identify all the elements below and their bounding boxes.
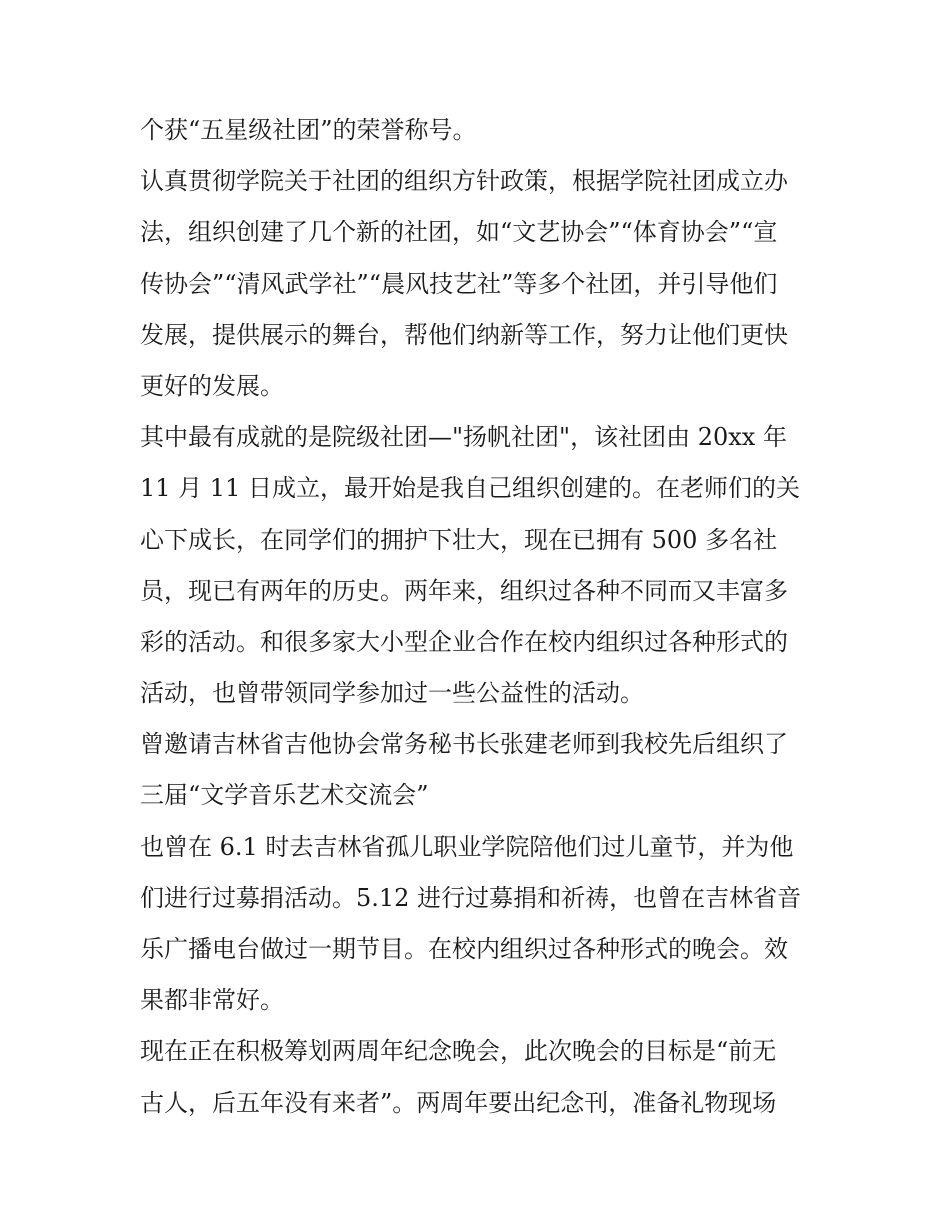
text-line: 个获“五星级社团”的荣誉称号。 <box>140 116 477 144</box>
text-line: 心下成长，在同学们的拥护下壮大，现在已拥有 500 多名社 <box>140 525 778 554</box>
text-line: 三届“文学音乐艺术交流会” <box>140 781 429 810</box>
text-line: 员，现已有两年的历史。两年来，组织过各种不同而又丰富多 <box>140 576 788 605</box>
text-line: 乐广播电台做过一期节目。在校内组织过各种形式的晚会。效 <box>140 935 788 963</box>
text-line: 彩的活动。和很多家大小型企业合作在校内组织过各种形式的 <box>140 627 788 656</box>
text-line: 传协会”“清风武学社”“晨风技艺社”等多个社团，并引导他们 <box>140 269 778 298</box>
text-line: 发展，提供展示的舞台，帮他们纳新等工作，努力让他们更快 <box>140 320 788 349</box>
text-line: 果都非常好。 <box>140 986 284 1015</box>
text-line: 11 月 11 日成立，最开始是我自己组织创建的。在老师们的关 <box>140 474 800 503</box>
text-line: 们进行过募捐活动。5.12 进行过募捐和祈祷，也曾在吉林省音 <box>140 883 802 912</box>
text-line: 更好的发展。 <box>140 371 284 400</box>
text-line: 认真贯彻学院关于社团的组织方针政策，根据学院社团成立办 <box>140 167 788 196</box>
text-line: 现在正在积极筹划两周年纪念晚会，此次晚会的目标是“前无 <box>140 1037 777 1066</box>
text-line: 法，组织创建了几个新的社团，如“文艺协会”“体育协会”“宣 <box>140 218 778 247</box>
text-line: 曾邀请吉林省吉他协会常务秘书长张建老师到我校先后组织了 <box>140 730 788 759</box>
text-line: 活动，也曾带领同学参加过一些公益性的活动。 <box>140 679 644 708</box>
body-text <box>140 105 820 1129</box>
text-line: 其中最有成就的是院级社团—"扬帆社团"，该社团由 20xx 年 <box>140 423 787 452</box>
text-line: 也曾在 6.1 时去吉林省孤儿职业学院陪他们过儿童节，并为他 <box>140 832 794 861</box>
text-line: 古人，后五年没有来者”。两周年要出纪念刊，准备礼物现场 <box>140 1088 777 1117</box>
